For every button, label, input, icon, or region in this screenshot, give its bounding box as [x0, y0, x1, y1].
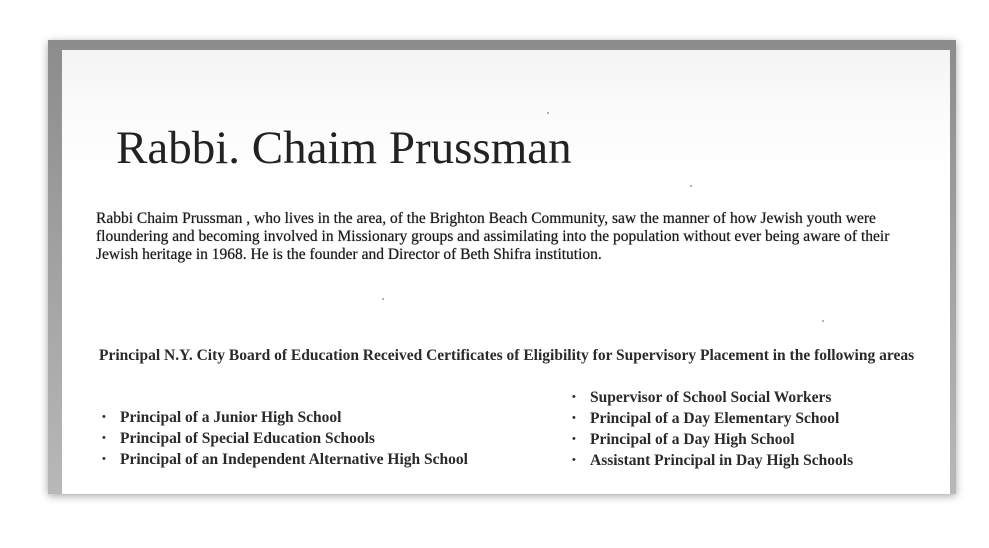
list-item [570, 408, 853, 429]
list-item [570, 429, 853, 450]
list-item [100, 407, 468, 428]
intro-paragraph: Rabbi Chaim Prussman , who lives in the area, of the Brighton Beach Community, saw the manner of how Jewish youth were floundering and becoming involved in Missionary groups and assimilating into the population without ever being aware of their Jewish heritage in 1968. He is the founder and Director of Beth Shifra institution. [96, 210, 890, 263]
page-title: Rabbi. Chaim Prussman [116, 122, 572, 174]
list-item-label: Assistant Principal in Day High Schools [590, 452, 854, 469]
list-item [570, 387, 853, 408]
bullet-icon: • [572, 391, 576, 403]
list-item [100, 449, 468, 470]
scan-speck [822, 320, 824, 322]
scan-speck [382, 298, 384, 300]
list-item-label: Principal of Special Education Schools [120, 430, 375, 447]
list-item-label: Supervisor of School Social Workers [590, 389, 832, 406]
certifications-list-left [100, 407, 468, 470]
list-item-label: Principal of a Junior High School [120, 409, 342, 426]
bullet-icon: • [572, 433, 576, 445]
bullet-icon: • [102, 432, 106, 444]
bullet-icon: • [572, 412, 576, 424]
bullet-icon: • [102, 453, 106, 465]
list-item [570, 450, 853, 471]
scan-speck [690, 185, 692, 187]
certifications-list-right [570, 387, 853, 471]
bullet-icon: • [572, 454, 576, 466]
list-item [100, 428, 468, 449]
scan-speck [547, 112, 549, 114]
list-item-label: Principal of a Day Elementary School [590, 410, 840, 427]
bullet-icon: • [102, 411, 106, 423]
scanned-page [62, 50, 950, 494]
certifications-heading: Principal N.Y. City Board of Education Received Certificates of Eligibility for Supervisory Placement in the following areas [99, 347, 915, 364]
list-item-label: Principal of an Independent Alternative High School [120, 451, 468, 468]
list-item-label: Principal of a Day High School [590, 431, 795, 448]
